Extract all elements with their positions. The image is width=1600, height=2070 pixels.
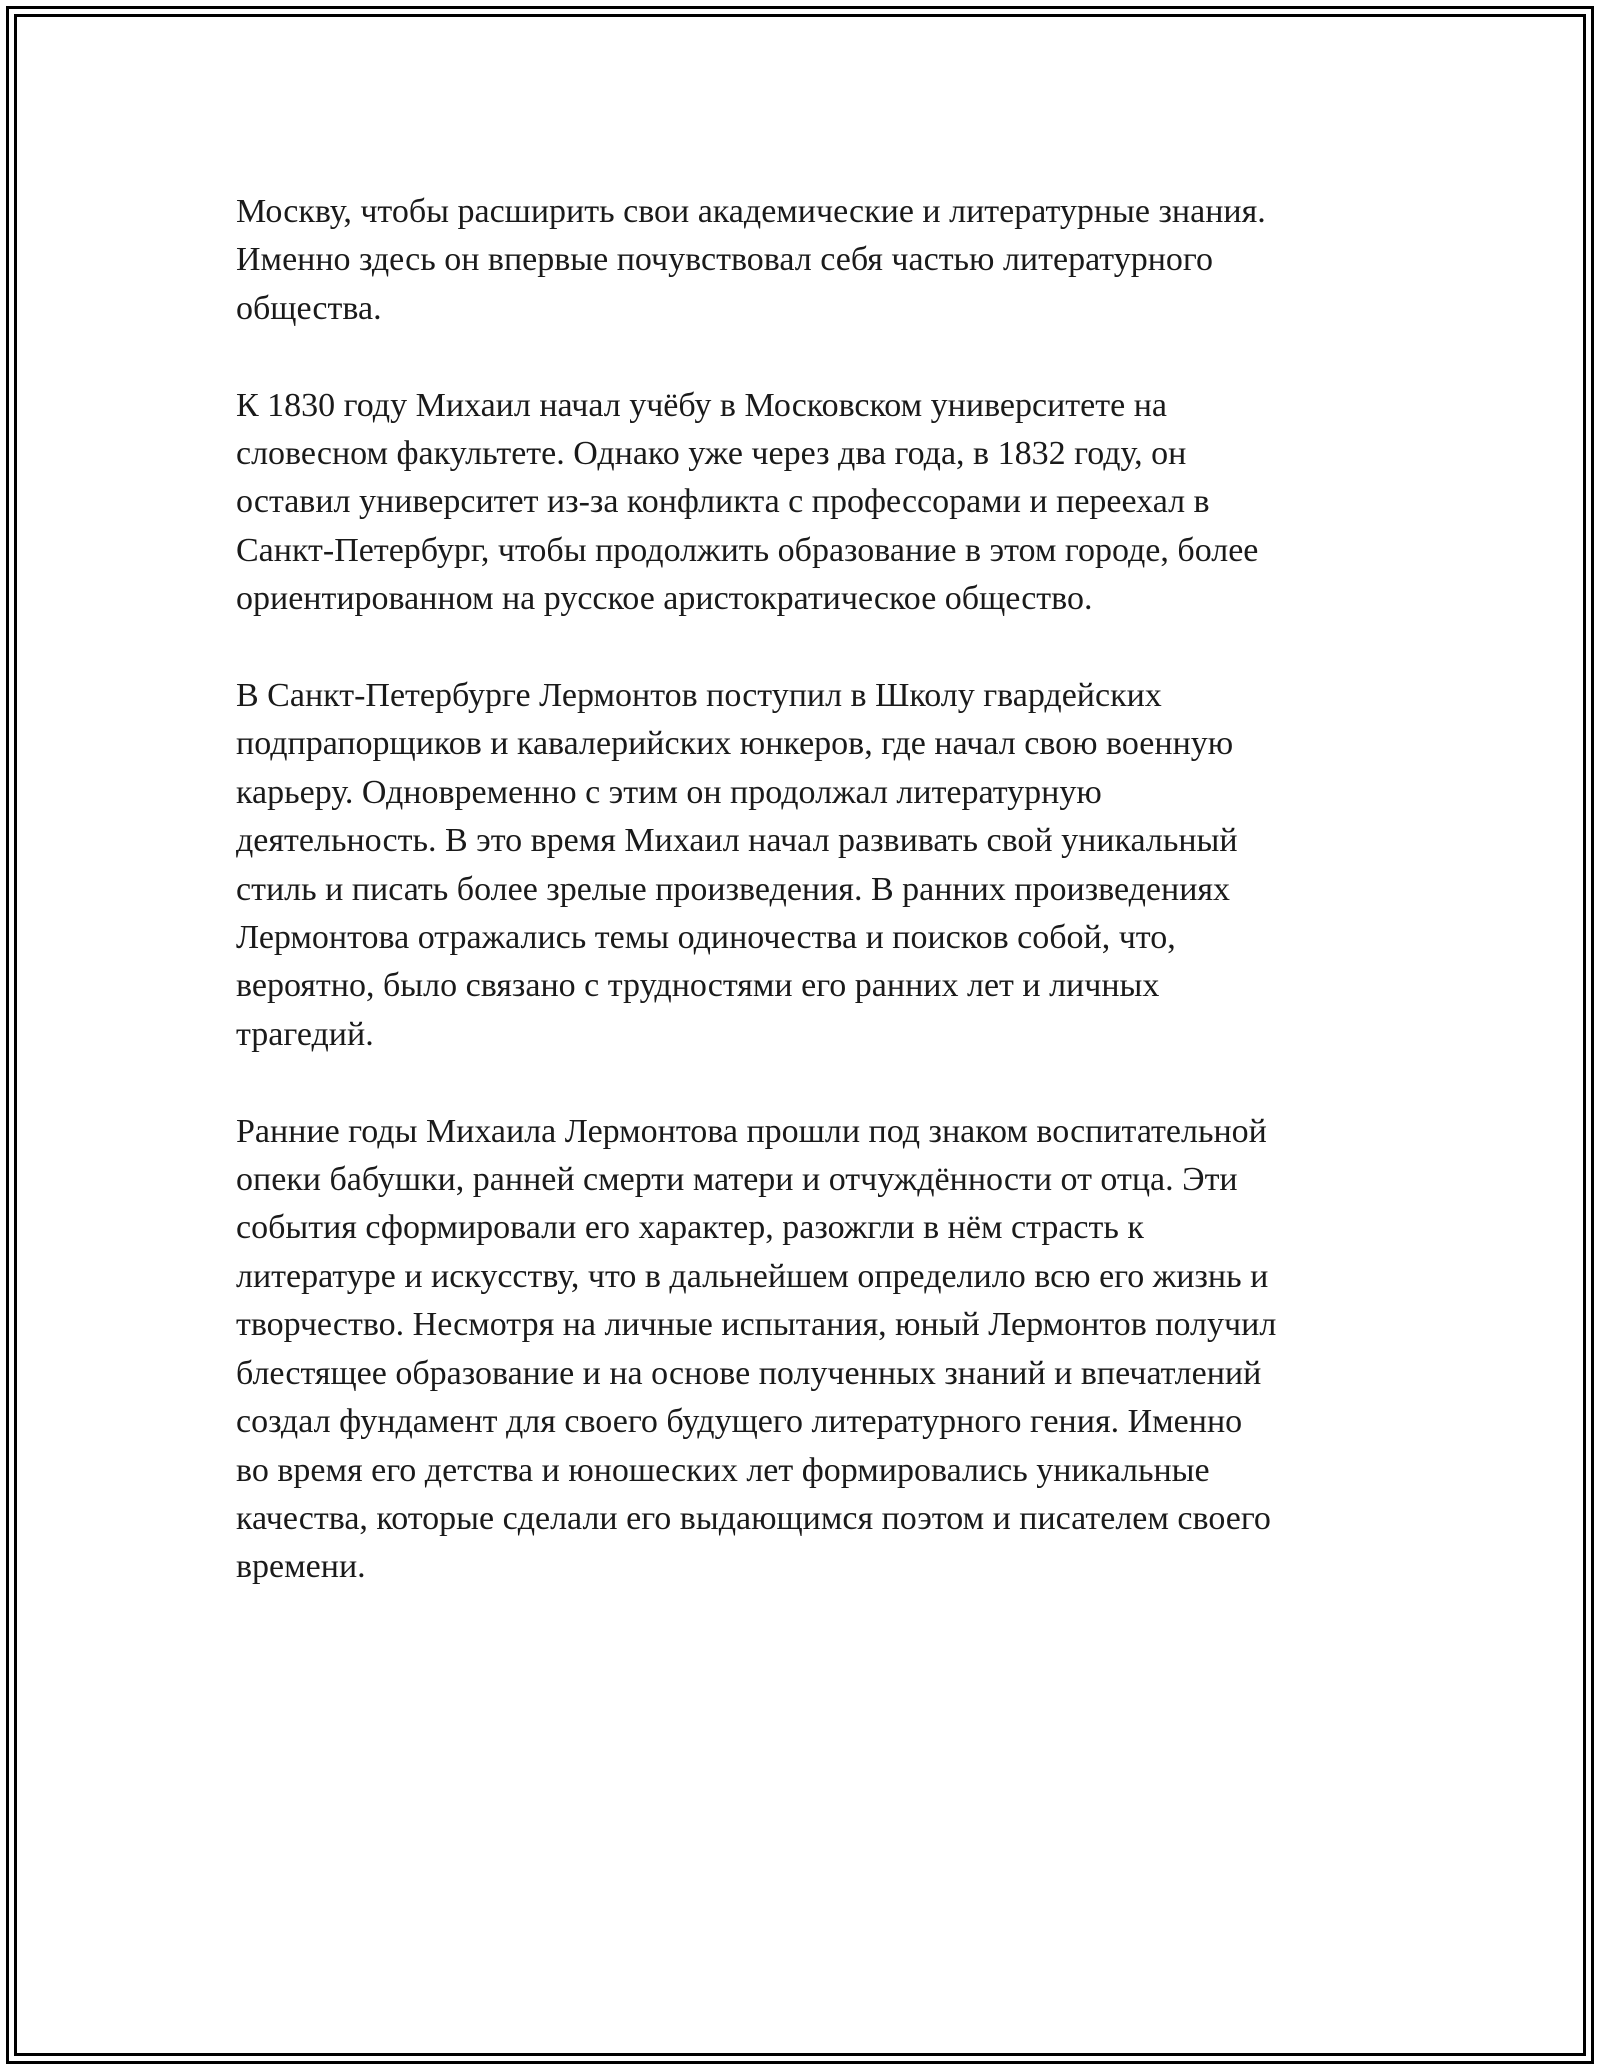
paragraph-1: Москву, чтобы расширить свои академические и литературные знания. Именно здесь он впервые почувствовал себя частью литературного общества. xyxy=(236,193,1266,327)
paragraph-3: В Санкт-Петербурге Лермонтов поступил в Школу гвардейских подпрапорщиков и кавалерийских юнкеров, где начал свою военную карьеру. Одновременно с этим он продолжал литературную деятельность. В это время Михаил начал развивать свой уникальный стиль и писать более зрелые произведения. В ранних произведениях Лермонтова отражались темы одиночества и поисков собой, что, вероятно, было связано с трудностями его ранних лет и личных трагедий. xyxy=(236,677,1238,1053)
paragraph-2: К 1830 году Михаил начал учёбу в Московском университете на словесном факультете. Однако уже через два года, в 1832 году, он оставил университет из-за конфликта с профессорами и переехал в Санкт-Петербург, чтобы продолжить образование в этом городе, более ориентированном на русское аристократическое общество. xyxy=(236,386,1259,618)
paragraph-4: Ранние годы Михаила Лермонтова прошли под знаком воспитательной опеки бабушки, ранней смерти матери и отчуждённости от отца. Эти события сформировали его характер, разожгли в нём страсть к литературе и искусству, что в дальнейшем определило всю его жизнь и творчество. Несмотря на личные испытания, юный Лермонтов получил блестящее образование и на основе полученных знаний и впечатлений создал фундамент для своего будущего литературного гения. Именно во время его детства и юношеских лет формировались уникальные качества, которые сделали его выдающимся поэтом и писателем своего времени. xyxy=(236,1112,1277,1586)
document-body xyxy=(236,188,1386,1592)
